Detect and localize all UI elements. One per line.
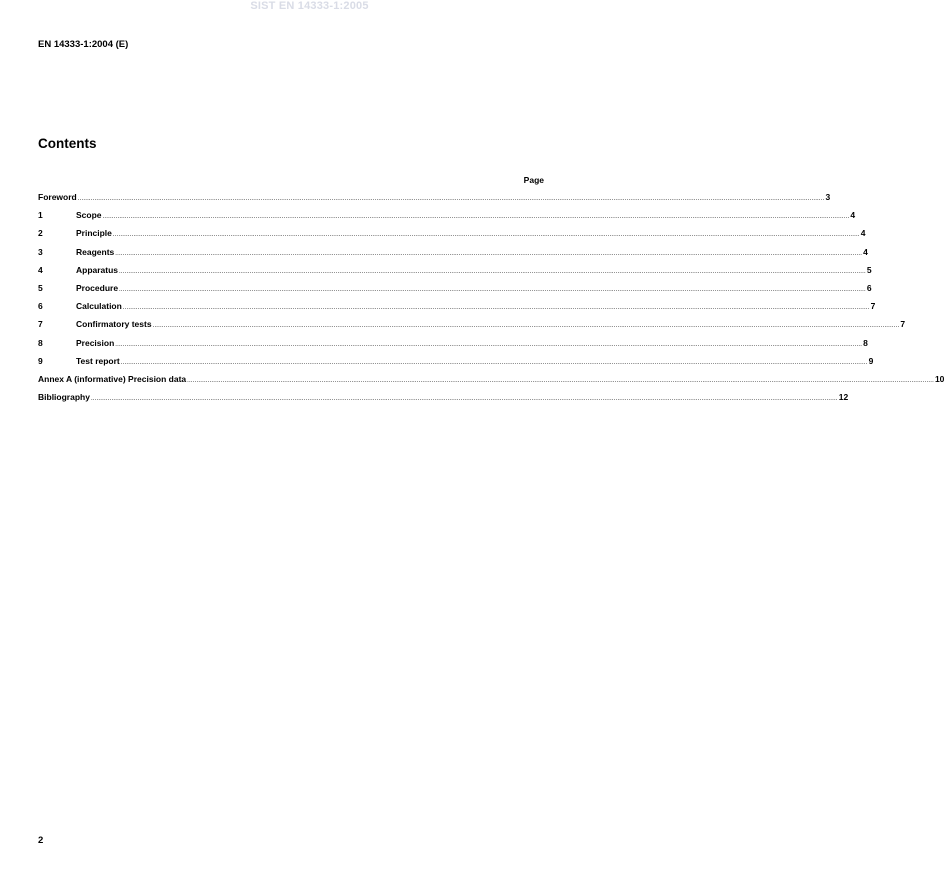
toc-entry[interactable] bbox=[38, 192, 831, 210]
watermark: SIST EN 14333-1:2005 bbox=[250, 0, 369, 12]
toc-entry-number: 5 bbox=[38, 282, 43, 293]
toc-dot-leader: ................................................................................................................................................................................................................................................................................................................................................................................................................ bbox=[90, 396, 838, 403]
toc-entry-title: Precision bbox=[76, 337, 115, 348]
toc-entry-page: 9 bbox=[868, 355, 874, 366]
toc-dot-leader: ................................................................................................................................................................................................................................................................................................................................................................................................................ bbox=[187, 377, 934, 384]
toc-entry[interactable] bbox=[38, 319, 906, 337]
toc-entry[interactable] bbox=[38, 228, 866, 246]
toc-entry-page: 4 bbox=[860, 228, 866, 239]
toc-entry-title: Procedure bbox=[76, 282, 119, 293]
toc-entry[interactable] bbox=[38, 264, 872, 283]
toc-entry-number: 4 bbox=[38, 264, 43, 275]
toc-entry-number: 9 bbox=[38, 355, 43, 366]
toc-dot-leader: ................................................................................................................................................................................................................................................................................................................................................................................................................ bbox=[102, 214, 850, 221]
toc-dot-leader: ................................................................................................................................................................................................................................................................................................................................................................................................................ bbox=[119, 268, 866, 275]
toc-entry[interactable] bbox=[38, 210, 856, 228]
toc-entry[interactable] bbox=[38, 337, 868, 356]
document-identifier: EN 14333-1:2004 (E) bbox=[38, 39, 129, 50]
toc-dot-leader: ................................................................................................................................................................................................................................................................................................................................................................................................................ bbox=[112, 232, 860, 239]
toc-dot-leader: ................................................................................................................................................................................................................................................................................................................................................................................................................ bbox=[119, 286, 866, 293]
toc-dot-leader: ................................................................................................................................................................................................................................................................................................................................................................................................................ bbox=[122, 305, 870, 312]
toc-entry-page: 6 bbox=[866, 282, 872, 293]
toc-entry-page: 10 bbox=[934, 373, 944, 384]
toc-entry-title: Confirmatory tests bbox=[76, 319, 152, 330]
toc-entry-page: 4 bbox=[850, 210, 856, 221]
toc-entry-number: 1 bbox=[38, 210, 43, 221]
toc-entry-page: 12 bbox=[838, 392, 849, 403]
toc-entry-number: 7 bbox=[38, 319, 43, 330]
contents-heading: Contents bbox=[38, 136, 97, 151]
toc-entry-title: Reagents bbox=[76, 246, 115, 257]
toc-entry-number: 2 bbox=[38, 228, 43, 239]
toc-entry-title: Test report bbox=[76, 355, 120, 366]
toc-entry[interactable] bbox=[38, 282, 872, 301]
toc-entry-title: Principle bbox=[76, 228, 112, 239]
toc-entry-page: 7 bbox=[900, 319, 906, 330]
toc-entry-title: Annex A (informative) Precision data bbox=[38, 373, 187, 384]
toc-entry-page: 8 bbox=[863, 337, 868, 348]
toc-entry-title: Scope bbox=[76, 210, 102, 221]
toc-entry-page: 5 bbox=[866, 264, 872, 275]
toc-dot-leader: ................................................................................................................................................................................................................................................................................................................................................................................................................ bbox=[152, 323, 900, 330]
toc-entry-number: 6 bbox=[38, 301, 43, 312]
page-column-heading: Page bbox=[523, 175, 544, 185]
toc-entry[interactable] bbox=[38, 301, 876, 319]
toc-entry-title: Bibliography bbox=[38, 392, 90, 403]
table-of-contents bbox=[38, 192, 944, 410]
toc-entry-title: Calculation bbox=[76, 301, 122, 312]
toc-dot-leader: ................................................................................................................................................................................................................................................................................................................................................................................................................ bbox=[77, 196, 825, 202]
toc-entry-number: 8 bbox=[38, 337, 43, 348]
toc-entry[interactable] bbox=[38, 246, 868, 265]
toc-entry[interactable] bbox=[38, 392, 849, 410]
toc-dot-leader: ................................................................................................................................................................................................................................................................................................................................................................................................................ bbox=[120, 359, 868, 366]
toc-entry-number: 3 bbox=[38, 246, 43, 257]
page-number: 2 bbox=[38, 835, 44, 846]
toc-entry[interactable] bbox=[38, 373, 944, 392]
toc-dot-leader: ................................................................................................................................................................................................................................................................................................................................................................................................................ bbox=[115, 250, 863, 257]
toc-dot-leader: ................................................................................................................................................................................................................................................................................................................................................................................................................ bbox=[115, 341, 863, 348]
toc-entry-title: Apparatus bbox=[76, 264, 119, 275]
toc-entry-title: Foreword bbox=[38, 192, 77, 202]
toc-entry-page: 3 bbox=[825, 192, 831, 202]
toc-entry-page: 7 bbox=[870, 301, 876, 312]
toc-entry[interactable] bbox=[38, 355, 874, 374]
toc-entry-page: 4 bbox=[863, 246, 868, 257]
